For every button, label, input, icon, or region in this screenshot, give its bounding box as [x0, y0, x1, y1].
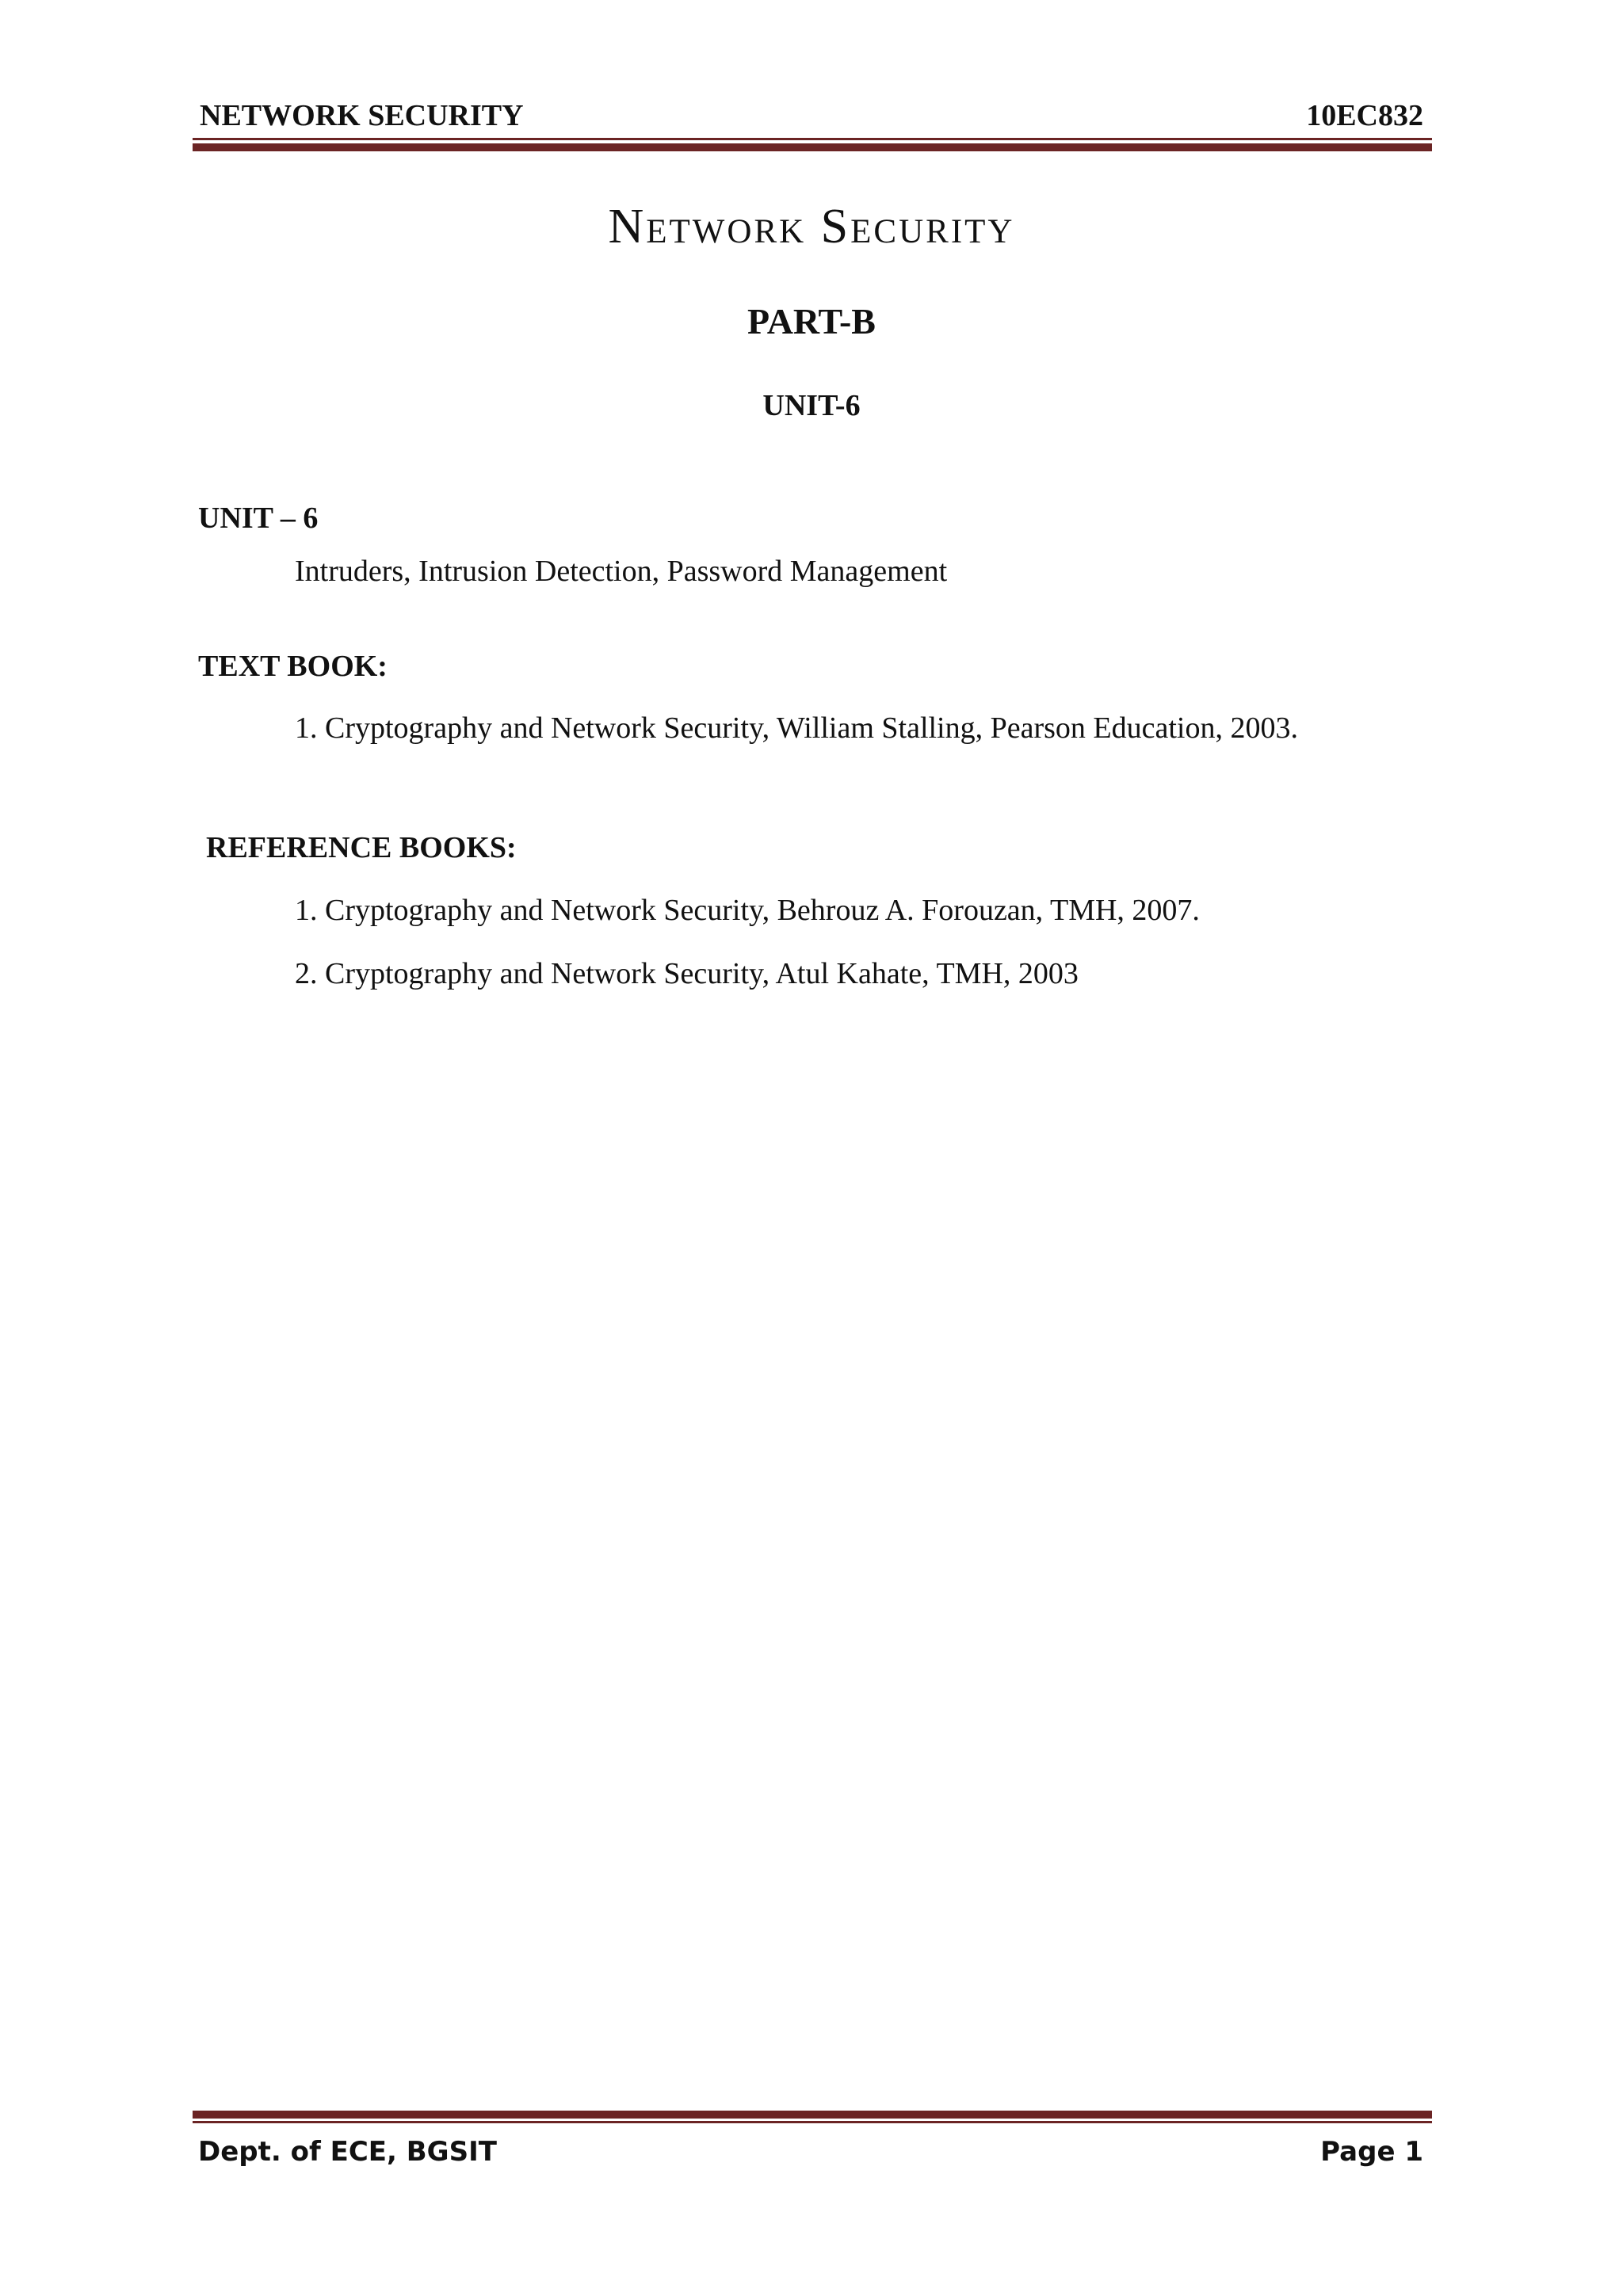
header-rule-thick — [193, 143, 1432, 151]
header-course-name: NETWORK SECURITY — [200, 99, 524, 132]
header-course-code: 10EC832 — [1306, 99, 1423, 132]
footer-rule-thin — [193, 2121, 1432, 2123]
text-book-label: TEXT BOOK: — [198, 650, 388, 683]
unit-title: UNIT-6 — [762, 389, 861, 422]
text-book-item: 1. Cryptography and Network Security, William Stalling, Pearson Education, 2003. — [295, 711, 1298, 745]
unit-topics: Intruders, Intrusion Detection, Password Management — [295, 555, 948, 588]
footer-rule-thick — [193, 2111, 1432, 2119]
footer-department: Dept. of ECE, BGSIT — [198, 2136, 497, 2168]
reference-book-item: 1. Cryptography and Network Security, Behrouz A. Forouzan, TMH, 2007. — [295, 894, 1200, 927]
running-footer — [198, 2131, 1426, 2172]
header-rule-thin — [193, 138, 1432, 140]
unit-section-label: UNIT – 6 — [198, 502, 319, 535]
reference-books-label: REFERENCE BOOKS: — [206, 831, 517, 864]
document-title: Network Security — [608, 200, 1015, 254]
footer-rule — [193, 2111, 1432, 2125]
part-title: PART-B — [747, 301, 876, 341]
header-rule — [193, 138, 1432, 152]
footer-page-number: Page 1 — [1320, 2136, 1423, 2168]
running-header — [198, 95, 1426, 136]
reference-book-item: 2. Cryptography and Network Security, Atul Kahate, TMH, 2003 — [295, 957, 1079, 990]
